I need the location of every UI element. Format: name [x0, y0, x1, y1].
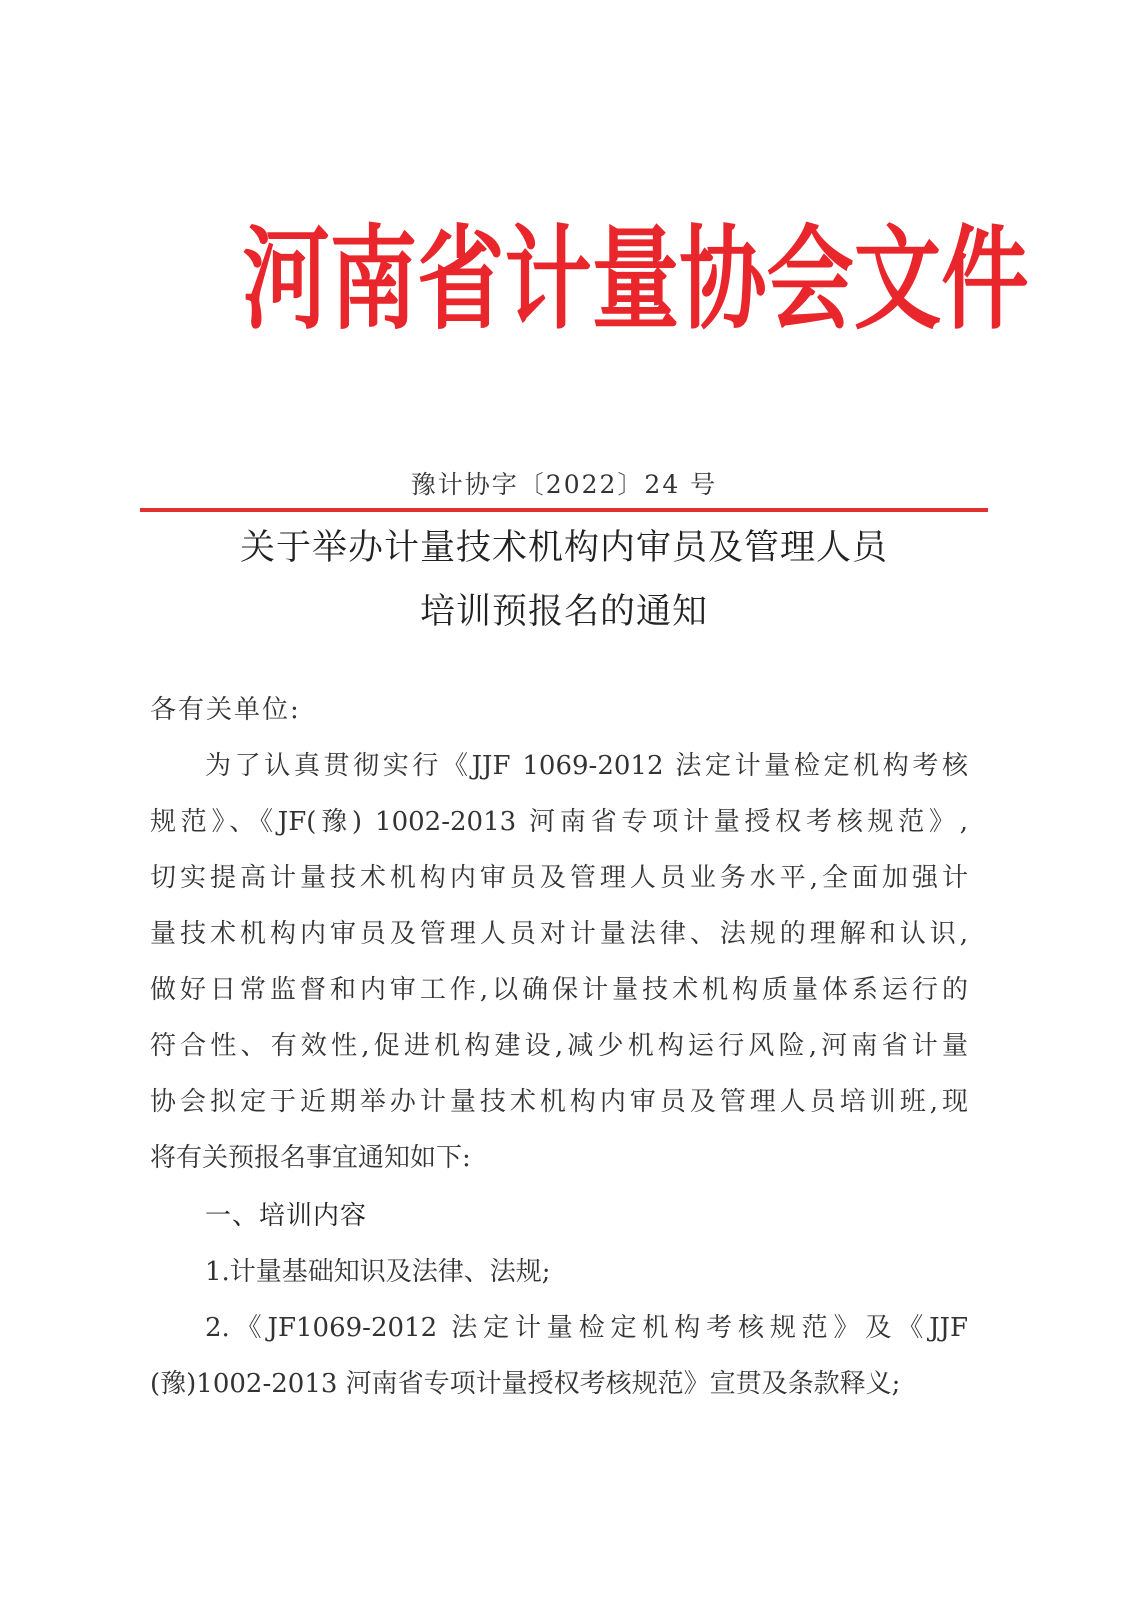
paragraph-line: 符合性、有效性,促进机构建设,减少机构运行风险,河南省计量	[150, 1031, 968, 1061]
document-title-line-1: 关于举办计量技术机构内审员及管理人员	[239, 528, 888, 568]
paragraph-line: 将有关预报名事宜通知如下:	[150, 1143, 471, 1173]
salutation: 各有关单位:	[150, 695, 301, 725]
red-divider-rule	[140, 508, 988, 512]
document-number: 豫计协字〔2022〕24 号	[410, 470, 718, 499]
paragraph-line: 量技术机构内审员及管理人员对计量法律、法规的理解和认识,	[150, 919, 968, 949]
list-item-continuation: (豫)1002-2013 河南省专项计量授权考核规范》宣贯及条款释义;	[150, 1369, 901, 1399]
list-item: 1.计量基础知识及法律、法规;	[205, 1257, 551, 1287]
paragraph-line: 协会拟定于近期举办计量技术机构内审员及管理人员培训班,现	[150, 1087, 968, 1117]
list-item: 2.《JF1069-2012 法定计量检定机构考核规范》及《JJF	[205, 1313, 968, 1343]
section-heading-training-content: 一、培训内容	[205, 1201, 368, 1231]
paragraph-line: 为了认真贯彻实行《JJF 1069-2012 法定计量检定机构考核	[205, 751, 968, 781]
paragraph-line: 规范》、《JF(豫) 1002-2013 河南省专项计量授权考核规范》,	[150, 807, 968, 837]
paragraph-line: 切实提高计量技术机构内审员及管理人员业务水平,全面加强计	[150, 863, 968, 893]
masthead: 河南省计量协会文件	[242, 214, 1029, 345]
paragraph-line: 做好日常监督和内审工作,以确保计量技术机构质量体系运行的	[150, 975, 968, 1005]
document-title-line-2: 培训预报名的通知	[419, 592, 708, 632]
